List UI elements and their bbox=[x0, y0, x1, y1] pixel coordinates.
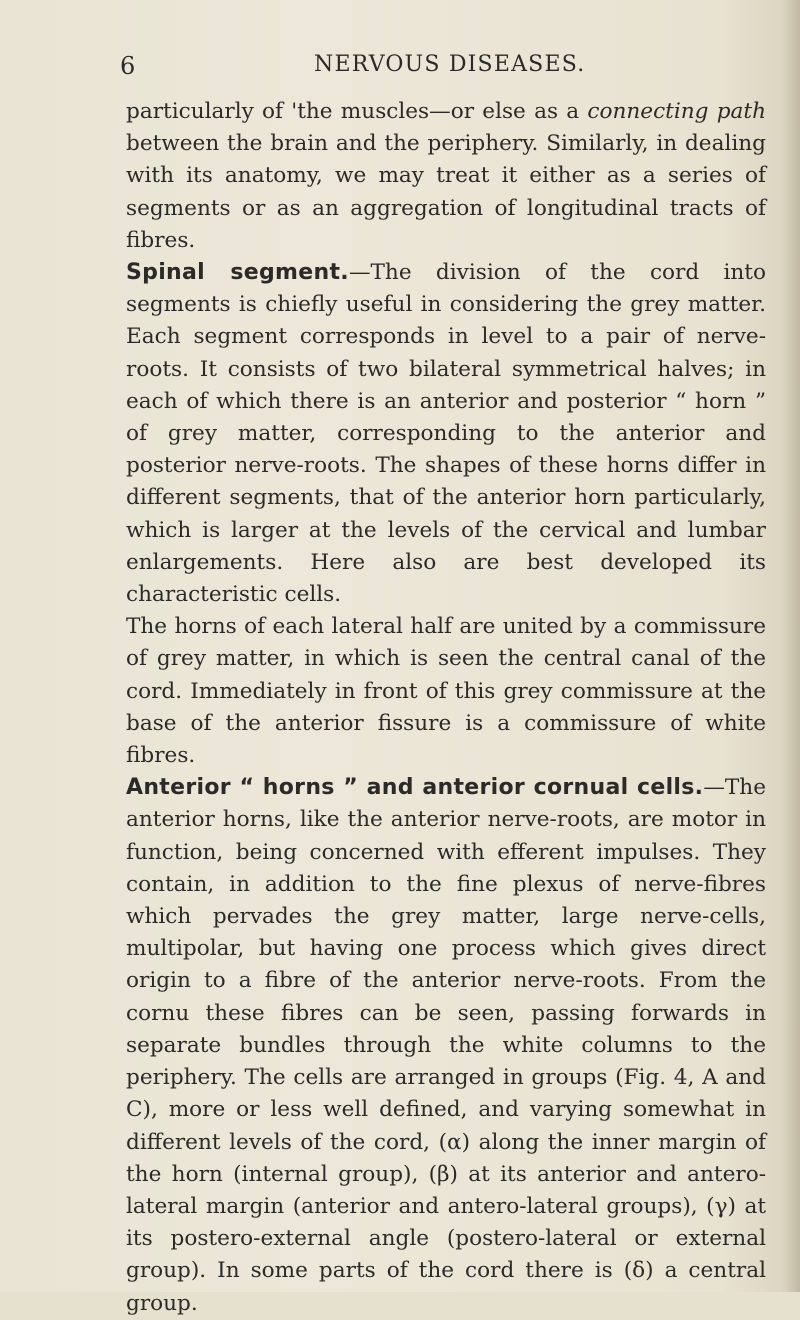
section-heading-spinal-segment: Spinal segment. bbox=[126, 260, 349, 286]
paragraph-intro bbox=[126, 96, 766, 257]
text-run: —The division of the cord into segments is chiefly useful in considering the grey matter. Each segment corresponds in level to a pair of nerve-roots. It consists of two bilateral symmetrical halves; in each of which there is an anterior and posterior “ horn ” of grey matter, corresponding to the anterior and posterior nerve-roots. The shapes of these horns differ in different segments, that of the anterior horn particularly, which is larger at the levels of the cervical and lumbar enlargements. Here also are best developed its characteristic cells. bbox=[126, 260, 766, 608]
section-heading-anterior-horns: Anterior “ horns ” and anterior cornual cells. bbox=[126, 775, 704, 801]
page-header bbox=[0, 52, 800, 86]
italic-phrase: connecting path bbox=[587, 99, 766, 124]
running-title: NERVOUS DISEASES. bbox=[314, 52, 586, 77]
text-run: The horns of each lateral half are united by a commissure of grey matter, in which is seen the central canal of the cord. Immediately in front of this grey commissure at the base of the anterior fissure is a commissure of white fibres. bbox=[126, 614, 766, 769]
text-run: particularly of 'the muscles—or else as a bbox=[126, 99, 588, 124]
text-run: between the brain and the periphery. Similarly, in dealing with its anatomy, we may treat it either as a series of segments or as an aggregation of longitudinal tracts of fibres. bbox=[126, 131, 766, 253]
paragraph-commissure bbox=[126, 611, 766, 772]
body-text bbox=[126, 96, 766, 1320]
paragraph-anterior-horns bbox=[126, 772, 766, 1319]
page-number: 6 bbox=[120, 52, 137, 80]
paragraph-spinal-segment bbox=[126, 257, 766, 611]
page-edge-shadow bbox=[782, 0, 800, 1292]
text-run: —The anterior horns, like the anterior nerve-roots, are motor in function, being concerned with efferent impulses. They contain, in addition to the fine plexus of nerve-fibres which pervades the grey matter, large nerve-cells, multipolar, but having one process which gives direct origin to a fibre of the anterior nerve-roots. From the cornu these fibres can be seen, passing forwards in separate bundles through the white columns to the periphery. The cells are arranged in groups (Fig. 4, A and C), more or less well defined, and varying somewhat in different levels of the cord, (α) along the inner margin of the horn (internal group), (β) at its anterior and antero-lateral margin (anterior and antero-lateral groups), (γ) at its postero-external angle (postero-lateral or external group). In some parts of the cord there is (δ) a central group. bbox=[126, 775, 766, 1316]
